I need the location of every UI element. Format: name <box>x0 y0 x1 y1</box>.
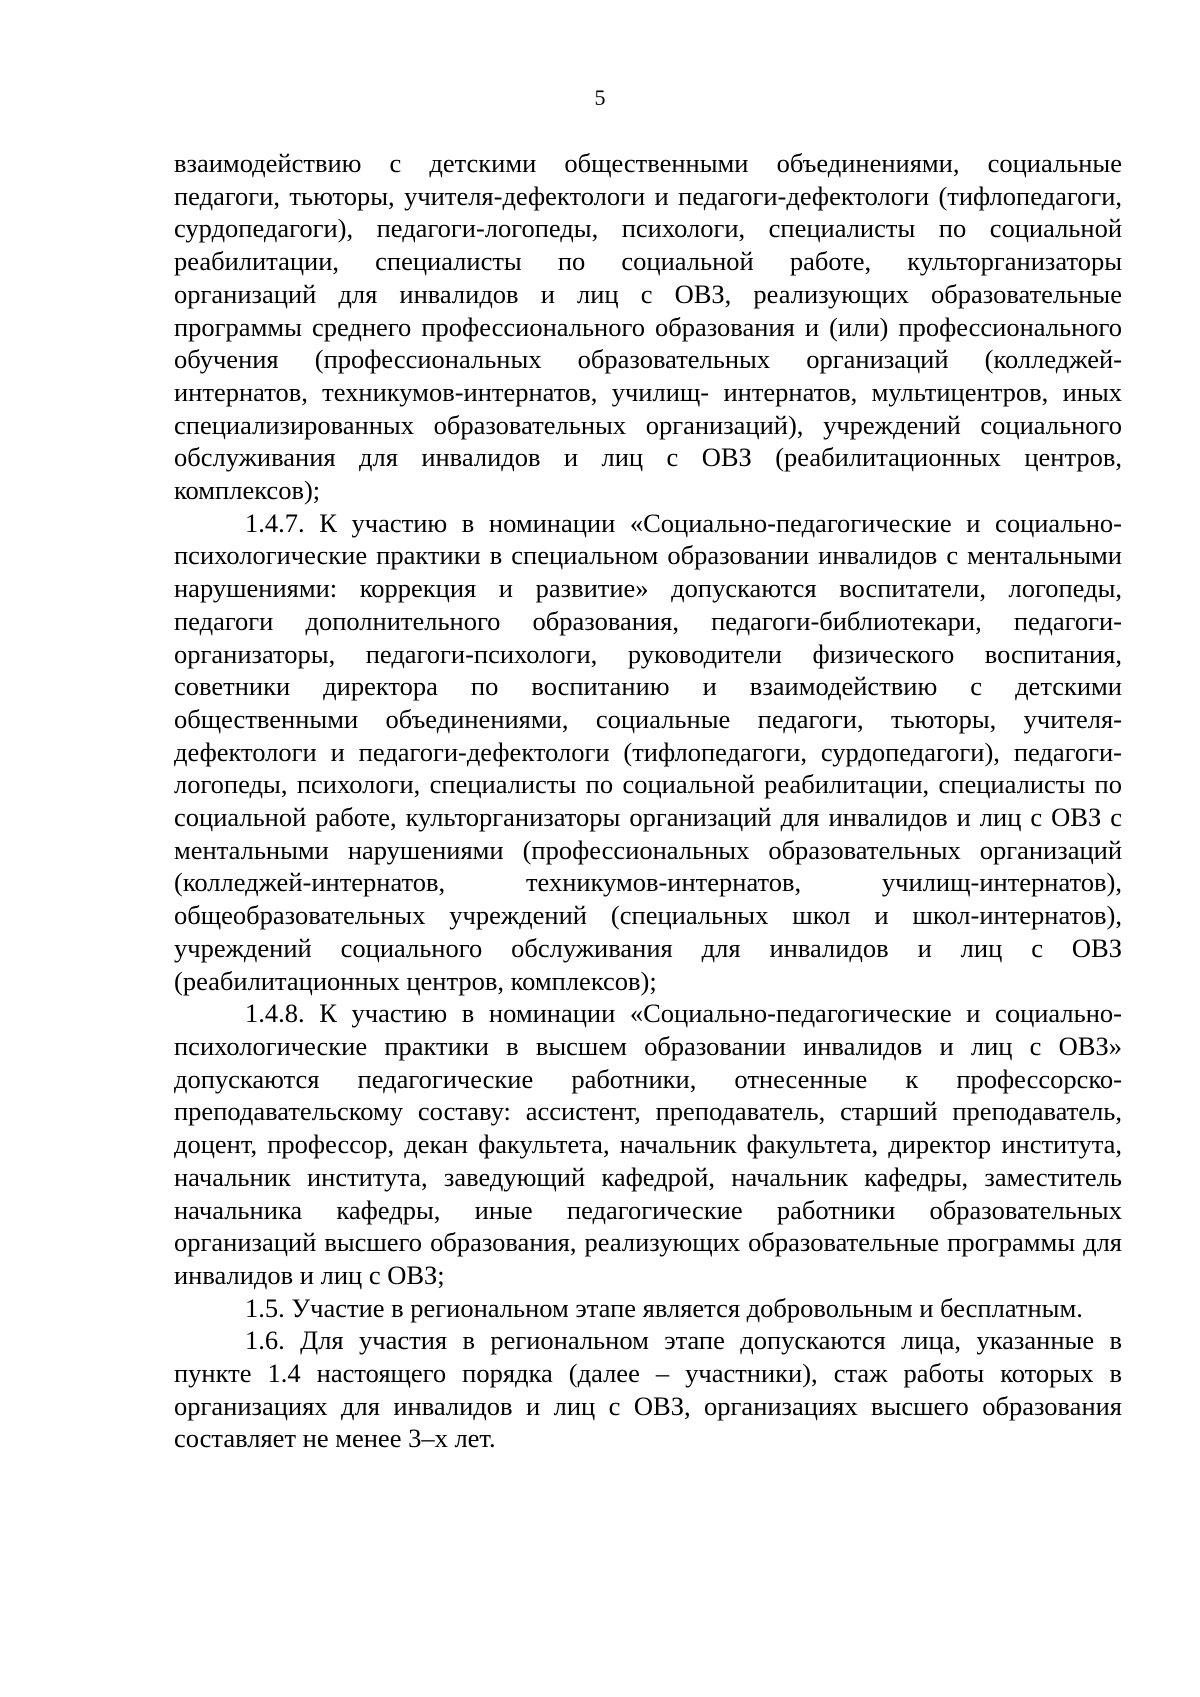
document-body <box>174 147 1122 1455</box>
paragraph-1-5: 1.5. Участие в региональном этапе является добровольным и бесплатным. <box>245 1292 1083 1323</box>
page-number: 5 <box>594 85 606 110</box>
paragraph-1-6: 1.6. Для участия в региональном этапе допускаются лица, указанные в пункте 1.4 настоящего порядка (далее – участники), стаж работы которых в организациях для инвалидов и лиц с ОВЗ, организациях высшего образования составляет не менее 3–х лет. <box>174 1325 1122 1454</box>
paragraph-1-4-8: 1.4.8. К участию в номинации «Социально-педагогические и социально-психологические практики в высшем образовании инвалидов и лиц с ОВЗ» допускаются педагогические работники, отнесенные к профессорско-преподавательскому составу: ассистент, преподаватель, старший преподаватель, доцент, профессор, декан факультета, начальник факультета, директор института, начальник института, заведующий кафедрой, начальник кафедры, заместитель начальника кафедры, иные педагогические работники образовательных организаций высшего образования, реализующих образовательные программы для инвалидов и лиц с ОВЗ; <box>174 998 1122 1290</box>
paragraph-1-4-7: 1.4.7. К участию в номинации «Социально-педагогические и социально-психологические практики в специальном образовании инвалидов с ментальными нарушениями: коррекция и развитие» допускаются воспитатели, логопеды, педагоги дополнительного образования, педагоги-библиотекари, педагоги-организаторы, педагоги-психологи, руководители физического воспитания, советники директора по воспитанию и взаимодействию с детскими общественными объединениями, социальные педагоги, тьюторы, учителя-дефектологи и педагоги-дефектологи (тифлопедагоги, сурдопедагоги), педагоги-логопеды, психологи, специалисты по социальной реабилитации, специалисты по социальной работе, культорганизаторы организаций для инвалидов и лиц с ОВЗ с ментальными нарушениями (профессиональных образовательных организаций (колледжей-интернатов, техникумов-интернатов, училищ-интернатов), общеобразовательных учреждений (специальных школ и школ-интернатов), учреждений социального обслуживания для инвалидов и лиц с ОВЗ (реабилитационных центров, комплексов); <box>174 507 1122 996</box>
paragraph-continuation: взаимодействию с детскими общественными объединениями, социальные педагоги, тьюторы, учителя-дефектологи и педагоги-дефектологи (тифлопедагоги, сурдопедагоги), педагоги-логопеды, психологи, специалисты по социальной реабилитации, специалисты по социальной работе, культорганизаторы организаций для инвалидов и лиц с ОВЗ, реализующих образовательные программы среднего профессионального образования и (или) профессионального обучения (профессиональных образовательных организаций (колледжей-интернатов, техникумов-интернатов, училищ- интернатов, мультицентров, иных специализированных образовательных организаций), учреждений социального обслуживания для инвалидов и лиц с ОВЗ (реабилитационных центров, комплексов); <box>174 148 1122 506</box>
